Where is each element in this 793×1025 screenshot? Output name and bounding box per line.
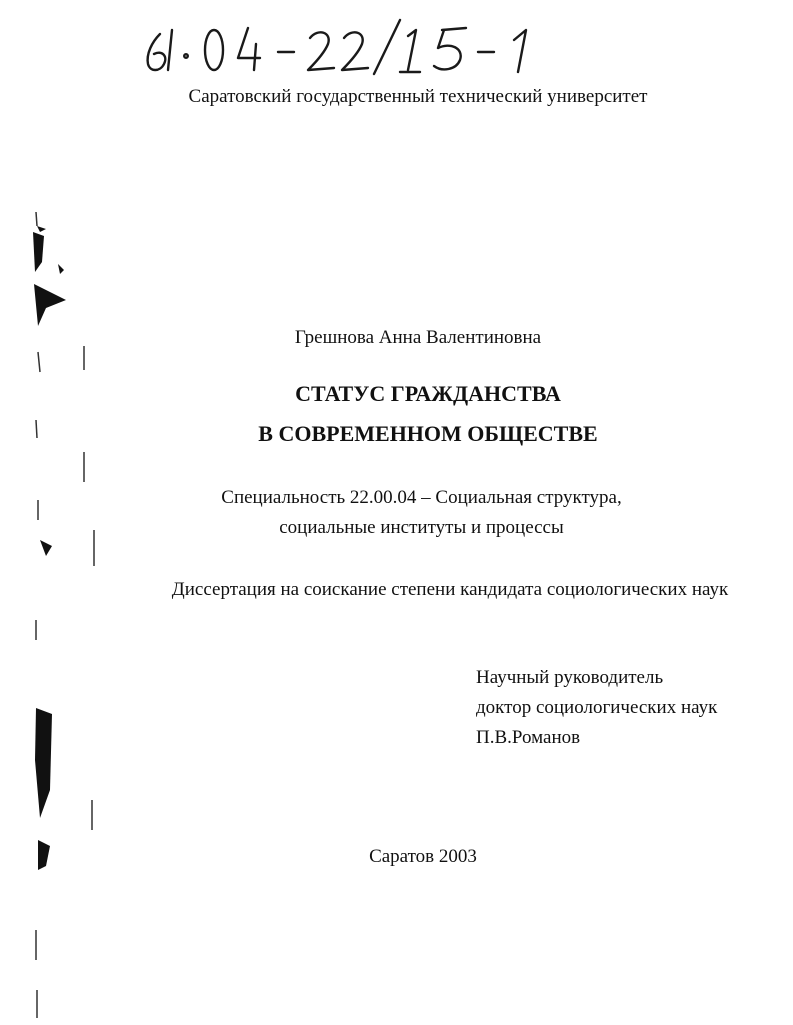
dissertation-degree-statement: Диссертация на соискание степени кандидата социологических наук [171,579,729,600]
advisor-name: П.В.Романов [476,727,581,748]
specialty-line-2: социальные институты и процессы [279,517,564,538]
advisor-degree: доктор социологических наук [476,697,718,718]
specialty-line-1: Специальность 22.00.04 – Социальная структура, [221,487,622,508]
handwritten-catalog-number [138,14,538,76]
city-year: Саратов 2003 [369,846,477,867]
author-name: Грешнова Анна Валентиновна [294,327,542,348]
dissertation-title-line-1: СТАТУС ГРАЖДАНСТВА [295,381,561,406]
university-name: Саратовский государственный технический университет [188,86,648,107]
advisor-role: Научный руководитель [476,667,664,688]
scan-margin-artifacts [0,0,110,1025]
dissertation-title-line-2: В СОВРЕМЕННОМ ОБЩЕСТВЕ [258,421,598,446]
